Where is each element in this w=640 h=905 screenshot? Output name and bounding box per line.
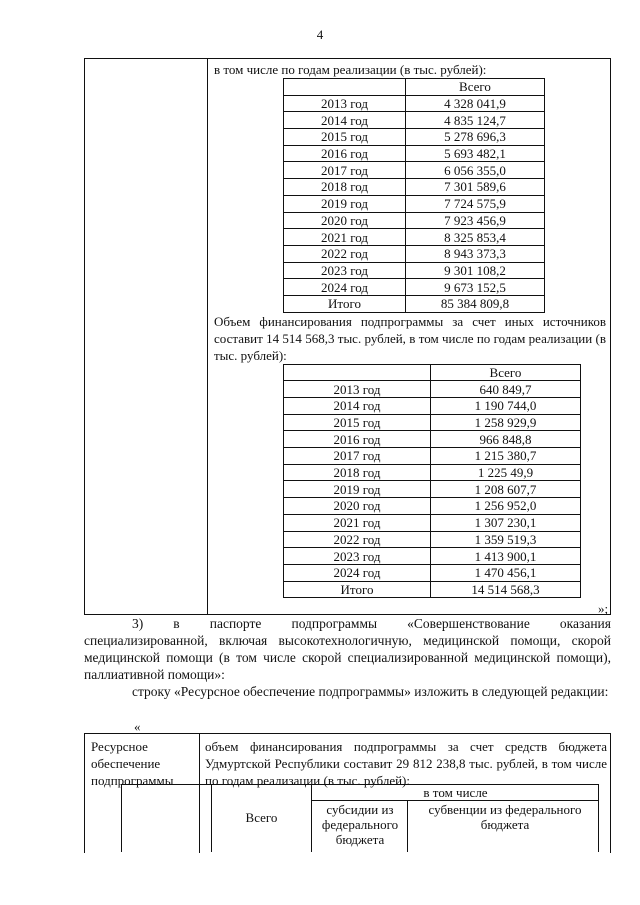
- resource-label: Ресурсное обеспечение подпрограммы: [91, 739, 174, 788]
- year-cell: 2023 год: [284, 548, 431, 565]
- year-cell: 2024 год: [284, 564, 431, 581]
- table-row: [284, 229, 545, 246]
- table-row: [284, 464, 581, 481]
- value-cell: 966 848,8: [431, 431, 581, 448]
- resource-text: объем финансирования подпрограммы за счет средств бюджета Удмуртской Республики составит 29 812 238,8 тыс. рублей, в том числе по годам реализации (в тыс. рублей):: [205, 739, 607, 788]
- year-cell: 2013 год: [284, 381, 431, 398]
- table-row: [284, 448, 581, 465]
- column-divider: [207, 59, 208, 614]
- year-cell: 2015 год: [284, 414, 431, 431]
- year-cell: 2020 год: [284, 498, 431, 515]
- table-row: [284, 262, 545, 279]
- value-cell: 1 470 456,1: [431, 564, 581, 581]
- passport-table: [84, 58, 611, 615]
- item3-first-line: 3) в паспорте подпрограммы «Совершенствование оказания: [132, 616, 611, 631]
- table-row: [284, 481, 581, 498]
- years-caption: в том числе по годам реализации (в тыс. рублей):: [214, 62, 487, 77]
- value-cell: 1 208 607,7: [431, 481, 581, 498]
- value-cell: 8 325 853,4: [406, 229, 545, 246]
- inner-col-divider-3: [407, 800, 408, 852]
- value-cell: 1 256 952,0: [431, 498, 581, 515]
- table-row: [284, 112, 545, 129]
- value-cell: 7 923 456,9: [406, 212, 545, 229]
- year-cell: 2020 год: [284, 212, 406, 229]
- value-cell: 9 673 152,5: [406, 279, 545, 296]
- value-cell: 6 056 355,0: [406, 162, 545, 179]
- col-total-header: Всего: [245, 810, 278, 825]
- closing-quote: »;: [598, 601, 609, 616]
- item3-paragraph: [84, 615, 611, 700]
- value-cell: 1 258 929,9: [431, 414, 581, 431]
- value-cell: 4 328 041,9: [406, 95, 545, 112]
- table-row: [284, 162, 545, 179]
- table-row: [284, 431, 581, 448]
- table-header-row: [284, 364, 581, 381]
- col-subsidies-header: субсидии из федерального бюджета: [321, 802, 399, 847]
- year-cell: 2021 год: [284, 514, 431, 531]
- value-cell: 8 943 373,3: [406, 245, 545, 262]
- table-row: [284, 381, 581, 398]
- col-group-header: в том числе: [423, 785, 488, 800]
- table-row: [284, 179, 545, 196]
- inner-header-line: [311, 800, 599, 801]
- value-cell: 7 301 589,6: [406, 179, 545, 196]
- table-header-row: [284, 79, 545, 96]
- table-row: [284, 398, 581, 415]
- page-number: 4: [316, 27, 324, 42]
- year-cell: 2019 год: [284, 481, 431, 498]
- total-header: Всего: [406, 79, 545, 96]
- total-row: [284, 581, 581, 598]
- other-sources-years-table: [283, 364, 581, 599]
- other-sources-paragraph: Объем финансирования подпрограммы за счет иных источников составит 14 514 568,3 тыс. рублей, в том числе по годам реализации (в тыс. рублей):: [214, 313, 606, 363]
- year-cell: 2016 год: [284, 431, 431, 448]
- value-cell: 5 693 482,1: [406, 145, 545, 162]
- year-cell: 2014 год: [284, 112, 406, 129]
- empty-header-cell: [284, 79, 406, 96]
- year-cell: 2017 год: [284, 448, 431, 465]
- value-cell: 7 724 575,9: [406, 195, 545, 212]
- table-row: [284, 548, 581, 565]
- table-row: [284, 564, 581, 581]
- total-value-cell: 85 384 809,8: [406, 295, 545, 312]
- year-cell: 2017 год: [284, 162, 406, 179]
- year-cell: 2022 год: [284, 245, 406, 262]
- table-row: [284, 531, 581, 548]
- item3-rest: специализированной, включая высокотехнологичную, медицинской помощи, скорой медицинской помощи (в том числе скорой специализированной медицинской помощи), паллиативной помощи»:: [84, 633, 611, 682]
- open-quote: «: [134, 719, 141, 734]
- value-cell: 1 225 49,9: [431, 464, 581, 481]
- value-cell: 4 835 124,7: [406, 112, 545, 129]
- value-cell: 1 190 744,0: [431, 398, 581, 415]
- value-cell: 9 301 108,2: [406, 262, 545, 279]
- table-row: [284, 129, 545, 146]
- value-cell: 5 278 696,3: [406, 129, 545, 146]
- total-label-cell: Итого: [284, 581, 431, 598]
- table-row: [284, 195, 545, 212]
- value-cell: 1 359 519,3: [431, 531, 581, 548]
- total-value-cell: 14 514 568,3: [431, 581, 581, 598]
- value-cell: 1 413 900,1: [431, 548, 581, 565]
- table-row: [284, 245, 545, 262]
- value-cell: 1 307 230,1: [431, 514, 581, 531]
- year-cell: 2021 год: [284, 229, 406, 246]
- year-cell: 2022 год: [284, 531, 431, 548]
- table-row: [284, 145, 545, 162]
- budget-years-table: [283, 78, 545, 313]
- col-subventions-header: субвенции из федерального бюджета: [428, 802, 582, 832]
- year-cell: 2019 год: [284, 195, 406, 212]
- value-cell: 1 215 380,7: [431, 448, 581, 465]
- year-cell: 2013 год: [284, 95, 406, 112]
- resource-inner-table: [121, 784, 599, 852]
- year-cell: 2023 год: [284, 262, 406, 279]
- value-cell: 640 849,7: [431, 381, 581, 398]
- year-cell: 2015 год: [284, 129, 406, 146]
- table-row: [284, 279, 545, 296]
- year-cell: 2014 год: [284, 398, 431, 415]
- year-cell: 2016 год: [284, 145, 406, 162]
- table-row: [284, 95, 545, 112]
- table-row: [284, 498, 581, 515]
- total-label-cell: Итого: [284, 295, 406, 312]
- table-row: [284, 414, 581, 431]
- total-header: Всего: [431, 364, 581, 381]
- year-cell: 2024 год: [284, 279, 406, 296]
- year-cell: 2018 год: [284, 179, 406, 196]
- empty-header-cell: [284, 364, 431, 381]
- instruction-paragraph: строку «Ресурсное обеспечение подпрограммы» изложить в следующей редакции:: [132, 684, 609, 699]
- total-row: [284, 295, 545, 312]
- table-row: [284, 514, 581, 531]
- year-cell: 2018 год: [284, 464, 431, 481]
- passport-content: [214, 61, 606, 598]
- table-row: [284, 212, 545, 229]
